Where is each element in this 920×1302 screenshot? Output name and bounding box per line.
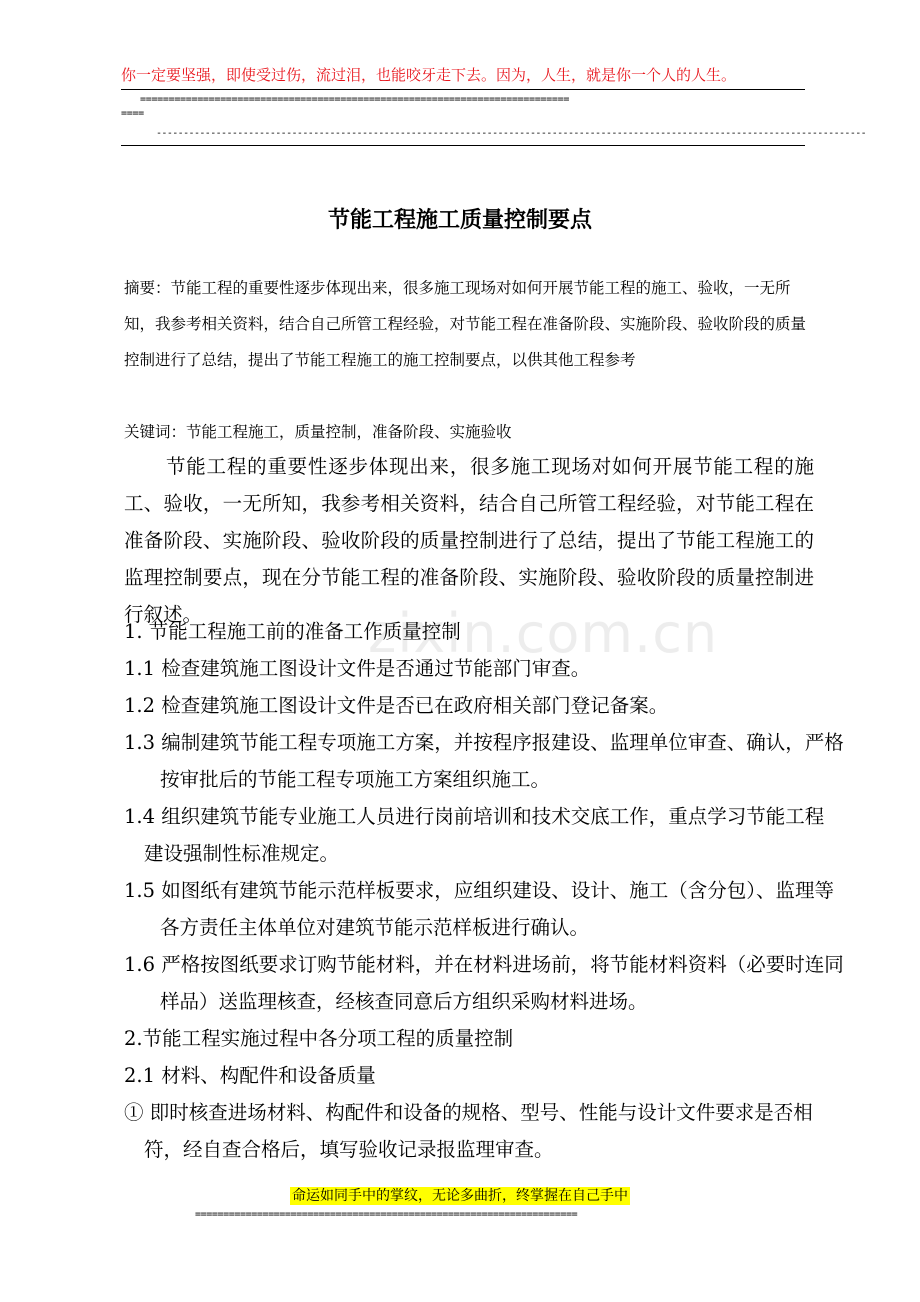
header-quote: 你一定要坚强，即使受过伤，流过泪，也能咬牙走下去。因为，人生，就是你一个人的人生。 — [121, 66, 737, 84]
section-heading-1: 1. 节能工程施工前的准备工作质量控制 — [124, 620, 461, 643]
keywords-line: 关键词：节能工程施工，质量控制，准备阶段、实施验收 — [124, 423, 512, 441]
header-dash-line: ----------------------------------------------------------------------------------------------------------------------------------- — [156, 128, 867, 139]
list-item-circled-1: ① 即时核查进场材料、构配件和设备的规格、型号、性能与设计文件要求是否相符，经自查合格后，填写验收记录报监理审查。 — [124, 1101, 813, 1161]
intro-paragraph: 节能工程的重要性逐步体现出来，很多施工现场对如何开展节能工程的施工、验收，一无所知，我参考相关资料，结合自己所管工程经验，对节能工程在准备阶段、实施阶段、验收阶段的质量控制进行了总结，提出了节能工程施工的监理控制要点，现在分节能工程的准备阶段、实施阶段、验收阶段的质量控制进行叙述。 — [124, 455, 814, 626]
header-equals-line: =========================================================================== — [140, 94, 570, 105]
list-item-1-3: 1.3 编制建筑节能工程专项施工方案，并按程序报建设、监理单位审查、确认，严格按审批后的节能工程专项施工方案组织施工。 — [124, 731, 844, 791]
watermark: zixin.com.cn — [368, 602, 719, 665]
footer-quote-text: 命运如同手中的掌纹，无论多曲折，终掌握在自己手中 — [292, 1188, 628, 1204]
list-item-1-2: 1.2 检查建筑施工图设计文件是否已在政府相关部门登记备案。 — [124, 694, 669, 717]
list-item-1-1: 1.1 检查建筑施工图设计文件是否通过节能部门审查。 — [124, 657, 591, 680]
header-rule-bottom — [121, 145, 805, 146]
list-item-1-6: 1.6 严格按图纸要求订购节能材料，并在材料进场前，将节能材料资料（必要时连同样品）送监理核查，经核查同意后方组织采购材料进场。 — [124, 953, 844, 1013]
abstract-paragraph: 摘要：节能工程的重要性逐步体现出来，很多施工现场对如何开展节能工程的施工、验收，一无所知，我参考相关资料，结合自己所管工程经验，对节能工程在准备阶段、实施阶段、验收阶段的质量控制进行了总结，提出了节能工程施工的施工控制要点，以供其他工程参考 — [124, 279, 807, 369]
header-rule-top — [121, 89, 805, 90]
list-item-1-4: 1.4 组织建筑节能专业施工人员进行岗前培训和技术交底工作，重点学习节能工程建设强制性标准规定。 — [124, 805, 825, 865]
footer-equals-line: ==================================================================== — [195, 1209, 578, 1220]
section-heading-2: 2.节能工程实施过程中各分项工程的质量控制 — [124, 1027, 514, 1050]
list-item-2-1: 2.1 材料、构配件和设备质量 — [124, 1064, 376, 1087]
list-item-1-5: 1.5 如图纸有建筑节能示范样板要求，应组织建设、设计、施工（含分包）、监理等各方责任主体单位对建筑节能示范样板进行确认。 — [124, 879, 834, 939]
document-title: 节能工程施工质量控制要点 — [327, 208, 592, 233]
footer-quote — [0, 1185, 920, 1205]
header-equals-line-continued: ==== — [121, 108, 144, 119]
